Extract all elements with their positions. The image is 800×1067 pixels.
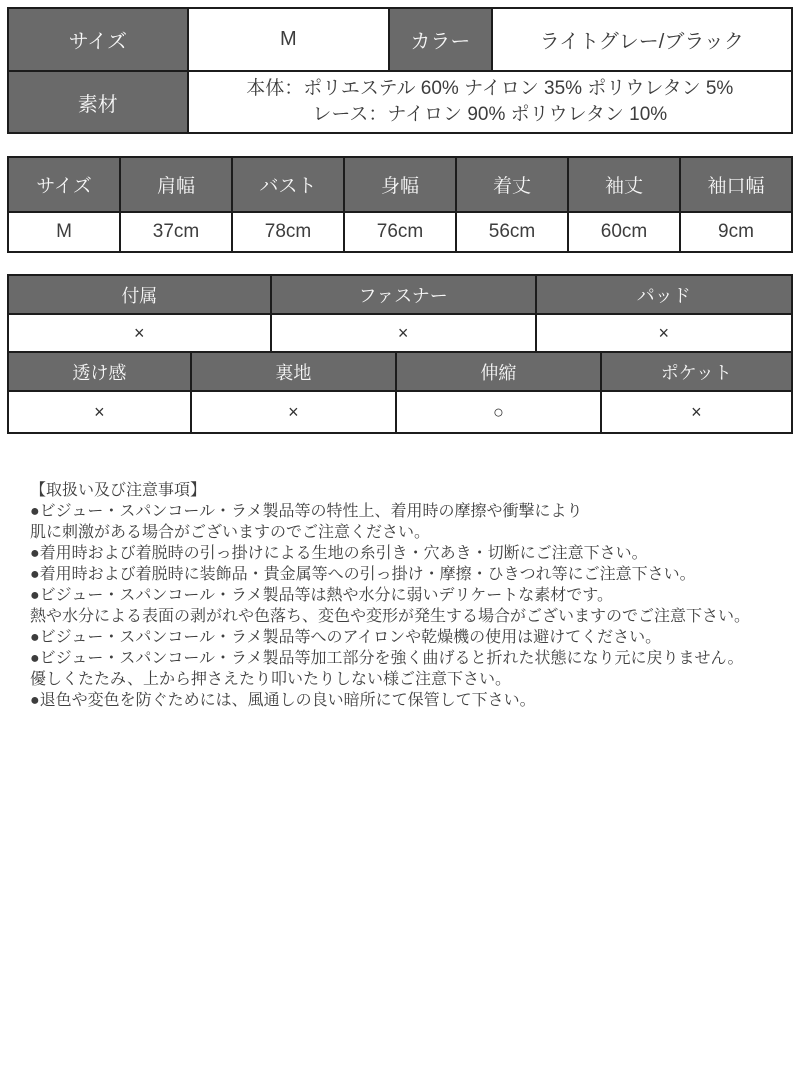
note-line: ●ビジュー・スパンコール・ラメ製品等加工部分を強く曲げると折れた状態になり元に戻りません。 — [30, 650, 744, 667]
feature-value-lining: × — [191, 391, 396, 433]
color-label-cell: カラー — [389, 8, 492, 71]
measurement-header-sleeve: 袖丈 — [568, 157, 680, 212]
notes-section — [0, 480, 800, 711]
feature-header-accessories: 付属 — [8, 275, 271, 314]
feature-value-sheerness: × — [8, 391, 191, 433]
spec-row-size-color — [8, 8, 792, 71]
note-line: 肌に刺激がある場合がございますのでご注意ください。 — [30, 524, 431, 541]
note-line: ●退色や変色を防ぐためには、風通しの良い暗所にて保管して下さい。 — [30, 692, 536, 709]
feature-value-stretch: ○ — [396, 391, 601, 433]
material-label-cell: 素材 — [8, 71, 188, 133]
feature-header-sheerness: 透け感 — [8, 352, 191, 391]
note-line: 優しくたたみ、上から押さえたり叩いたりしない様ご注意下さい。 — [30, 671, 511, 688]
measurement-header-shoulder: 肩幅 — [120, 157, 232, 212]
note-line: 熱や水分による表面の剥がれや色落ち、変色や変形が発生する場合がございますのでご注意下さい。 — [30, 608, 751, 625]
spec-table — [7, 7, 793, 134]
material-line-2: レース：ナイロン 90% ポリウレタン 10% — [312, 104, 668, 125]
feature-value-pad: × — [536, 314, 792, 352]
features-table-1 — [7, 274, 793, 353]
feature-header-pad: パッド — [536, 275, 792, 314]
note-line: ●ビジュー・スパンコール・ラメ製品等へのアイロンや乾燥機の使用は避けてください。 — [30, 629, 662, 646]
material-line-1: 本体：ポリエステル 60% ナイロン 35% ポリウレタン 5% — [246, 78, 734, 99]
spec-row-material — [8, 71, 792, 133]
material-value-cell — [188, 71, 792, 133]
measurement-value-cuff: 9cm — [680, 212, 792, 252]
measurement-value-sleeve: 60cm — [568, 212, 680, 252]
measurement-value-shoulder: 37cm — [120, 212, 232, 252]
feature-value-zipper: × — [271, 314, 536, 352]
features2-value-row — [8, 391, 792, 433]
note-line: ●ビジュー・スパンコール・ラメ製品等の特性上、着用時の摩擦や衝撃により — [30, 503, 583, 520]
measurement-value-length: 56cm — [456, 212, 568, 252]
measurements-value-row — [8, 212, 792, 252]
measurement-value-bust: 78cm — [232, 212, 344, 252]
measurements-header-row — [8, 157, 792, 212]
measurement-value-size: M — [8, 212, 120, 252]
feature-header-lining: 裏地 — [191, 352, 396, 391]
measurement-header-length: 着丈 — [456, 157, 568, 212]
size-label-cell: サイズ — [8, 8, 188, 71]
measurement-value-width: 76cm — [344, 212, 456, 252]
notes-title: 【取扱い及び注意事項】 — [30, 482, 207, 499]
feature-value-pocket: × — [601, 391, 792, 433]
feature-header-zipper: ファスナー — [271, 275, 536, 314]
measurement-header-width: 身幅 — [344, 157, 456, 212]
features-table-2 — [7, 351, 793, 434]
feature-value-accessories: × — [8, 314, 271, 352]
measurement-header-cuff: 袖口幅 — [680, 157, 792, 212]
measurement-header-size: サイズ — [8, 157, 120, 212]
features1-value-row — [8, 314, 792, 352]
measurements-table — [7, 156, 793, 253]
features1-header-row — [8, 275, 792, 314]
color-value-cell: ライトグレー/ブラック — [492, 8, 792, 71]
note-line: ●ビジュー・スパンコール・ラメ製品等は熱や水分に弱いデリケートな素材です。 — [30, 587, 613, 604]
features2-header-row — [8, 352, 792, 391]
size-value-cell: M — [188, 8, 389, 71]
measurement-header-bust: バスト — [232, 157, 344, 212]
feature-header-pocket: ポケット — [601, 352, 792, 391]
feature-header-stretch: 伸縮 — [396, 352, 601, 391]
note-line: ●着用時および着脱時に装飾品・貴金属等への引っ掛け・摩擦・ひきつれ等にご注意下さい。 — [30, 566, 696, 583]
note-line: ●着用時および着脱時の引っ掛けによる生地の糸引き・穴あき・切断にご注意下さい。 — [30, 545, 648, 562]
